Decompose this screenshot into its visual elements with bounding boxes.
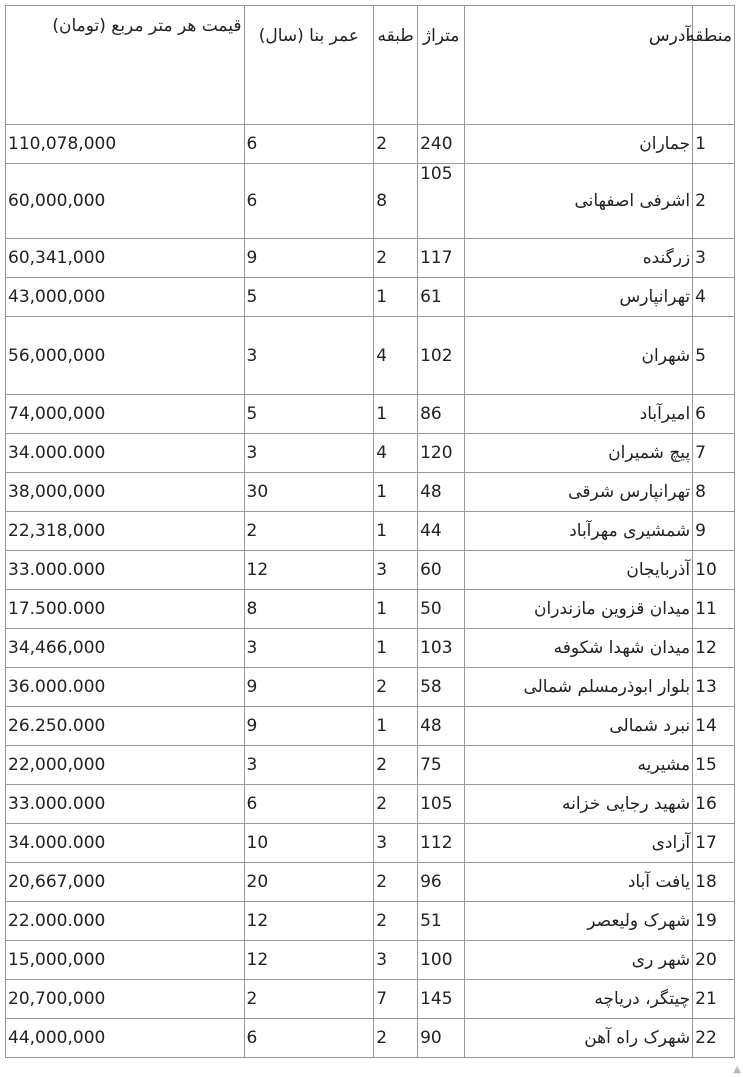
cell-address: تهرانپارس شرقی — [465, 473, 693, 512]
cell-region: 17 — [693, 824, 735, 863]
cell-region: 11 — [693, 590, 735, 629]
cell-age: 3 — [244, 317, 374, 395]
cell-price: 33.000.000 — [6, 785, 245, 824]
header-price: قیمت هر متر مربع (تومان) — [6, 6, 245, 125]
cell-floor: 3 — [374, 941, 418, 980]
cell-floor: 2 — [374, 902, 418, 941]
cell-area: 75 — [418, 746, 465, 785]
cell-price: 110,078,000 — [6, 125, 245, 164]
cell-area: 90 — [418, 1019, 465, 1058]
cell-area: 50 — [418, 590, 465, 629]
cell-age: 6 — [244, 785, 374, 824]
cell-age: 5 — [244, 278, 374, 317]
cell-address: شهر ری — [465, 941, 693, 980]
cell-age: 3 — [244, 629, 374, 668]
cell-address: آذربایجان — [465, 551, 693, 590]
cell-area: 58 — [418, 668, 465, 707]
cell-address: تهرانپارس — [465, 278, 693, 317]
table-row — [6, 629, 735, 668]
header-area: متراژ — [418, 6, 465, 125]
cell-area: 117 — [418, 239, 465, 278]
cell-age: 20 — [244, 863, 374, 902]
cell-region: 4 — [693, 278, 735, 317]
table-row — [6, 980, 735, 1019]
cell-floor: 7 — [374, 980, 418, 1019]
table-row — [6, 707, 735, 746]
cell-price: 60,341,000 — [6, 239, 245, 278]
cell-region: 6 — [693, 395, 735, 434]
cell-price: 26.250.000 — [6, 707, 245, 746]
cell-floor: 2 — [374, 1019, 418, 1058]
cell-age: 6 — [244, 1019, 374, 1058]
cell-floor: 2 — [374, 668, 418, 707]
cell-address: آزادی — [465, 824, 693, 863]
cell-price: 34.000.000 — [6, 824, 245, 863]
cell-floor: 2 — [374, 239, 418, 278]
cell-age: 5 — [244, 395, 374, 434]
cell-area: 48 — [418, 707, 465, 746]
cell-age: 12 — [244, 902, 374, 941]
cell-age: 6 — [244, 164, 374, 239]
cell-area: 86 — [418, 395, 465, 434]
header-region: منطقه — [693, 6, 735, 125]
header-row — [6, 6, 735, 125]
cell-region: 20 — [693, 941, 735, 980]
cell-age: 3 — [244, 746, 374, 785]
cell-address: شهرک راه آهن — [465, 1019, 693, 1058]
cell-price: 34.000.000 — [6, 434, 245, 473]
header-floor: طبقه — [374, 6, 418, 125]
cell-age: 3 — [244, 434, 374, 473]
cell-address: پیچ شمیران — [465, 434, 693, 473]
table-row — [6, 434, 735, 473]
cell-area: 105 — [418, 164, 465, 239]
table-row — [6, 941, 735, 980]
cell-floor: 2 — [374, 785, 418, 824]
table-row — [6, 125, 735, 164]
table-row — [6, 785, 735, 824]
cell-address: میدان شهدا شکوفه — [465, 629, 693, 668]
cell-region: 15 — [693, 746, 735, 785]
cell-floor: 1 — [374, 590, 418, 629]
cell-floor: 4 — [374, 434, 418, 473]
cell-address: نبرد شمالی — [465, 707, 693, 746]
cell-age: 8 — [244, 590, 374, 629]
header-age: عمر بنا (سال) — [244, 6, 374, 125]
cell-region: 8 — [693, 473, 735, 512]
cell-age: 10 — [244, 824, 374, 863]
cell-age: 2 — [244, 512, 374, 551]
table-row — [6, 746, 735, 785]
table-row — [6, 164, 735, 239]
cell-price: 74,000,000 — [6, 395, 245, 434]
cell-address: میدان قزوین مازندران — [465, 590, 693, 629]
cell-floor: 1 — [374, 629, 418, 668]
cell-address: چیتگر، دریاچه — [465, 980, 693, 1019]
cell-floor: 1 — [374, 278, 418, 317]
cell-price: 33.000.000 — [6, 551, 245, 590]
cell-floor: 2 — [374, 863, 418, 902]
cell-region: 7 — [693, 434, 735, 473]
cell-address: یافت آباد — [465, 863, 693, 902]
cell-floor: 2 — [374, 746, 418, 785]
cell-region: 12 — [693, 629, 735, 668]
cell-area: 44 — [418, 512, 465, 551]
cell-floor: 1 — [374, 395, 418, 434]
cell-price: 44,000,000 — [6, 1019, 245, 1058]
scroll-arrow-icon: ▲ — [733, 1064, 741, 1075]
cell-age: 12 — [244, 551, 374, 590]
table-row — [6, 551, 735, 590]
table-body — [6, 125, 735, 1058]
cell-floor: 1 — [374, 707, 418, 746]
table-row — [6, 395, 735, 434]
cell-age: 9 — [244, 707, 374, 746]
cell-address: شمشیری مهرآباد — [465, 512, 693, 551]
cell-address: بلوار ابوذرمسلم شمالی — [465, 668, 693, 707]
cell-price: 34,466,000 — [6, 629, 245, 668]
table-row — [6, 512, 735, 551]
table-row — [6, 473, 735, 512]
cell-area: 61 — [418, 278, 465, 317]
cell-price: 17.500.000 — [6, 590, 245, 629]
cell-price: 60,000,000 — [6, 164, 245, 239]
cell-price: 20,667,000 — [6, 863, 245, 902]
cell-area: 48 — [418, 473, 465, 512]
cell-address: شهرک ولیعصر — [465, 902, 693, 941]
table-row — [6, 902, 735, 941]
cell-address: امیرآباد — [465, 395, 693, 434]
cell-floor: 3 — [374, 551, 418, 590]
cell-price: 22,000,000 — [6, 746, 245, 785]
cell-floor: 3 — [374, 824, 418, 863]
cell-address: شهران — [465, 317, 693, 395]
cell-price: 38,000,000 — [6, 473, 245, 512]
cell-region: 18 — [693, 863, 735, 902]
cell-floor: 1 — [374, 512, 418, 551]
header-address: آدرس — [465, 6, 693, 125]
cell-floor: 1 — [374, 473, 418, 512]
table-row — [6, 863, 735, 902]
cell-price: 20,700,000 — [6, 980, 245, 1019]
cell-region: 16 — [693, 785, 735, 824]
cell-region: 2 — [693, 164, 735, 239]
cell-price: 22.000.000 — [6, 902, 245, 941]
cell-region: 21 — [693, 980, 735, 1019]
cell-address: جماران — [465, 125, 693, 164]
cell-area: 120 — [418, 434, 465, 473]
cell-area: 102 — [418, 317, 465, 395]
cell-address: مشیریه — [465, 746, 693, 785]
cell-age: 6 — [244, 125, 374, 164]
cell-area: 145 — [418, 980, 465, 1019]
price-table — [5, 5, 735, 1058]
cell-price: 15,000,000 — [6, 941, 245, 980]
cell-age: 2 — [244, 980, 374, 1019]
cell-floor: 8 — [374, 164, 418, 239]
cell-area: 103 — [418, 629, 465, 668]
cell-region: 13 — [693, 668, 735, 707]
cell-price: 22,318,000 — [6, 512, 245, 551]
cell-area: 51 — [418, 902, 465, 941]
cell-floor: 4 — [374, 317, 418, 395]
table-row — [6, 590, 735, 629]
cell-area: 105 — [418, 785, 465, 824]
cell-region: 5 — [693, 317, 735, 395]
cell-floor: 2 — [374, 125, 418, 164]
cell-age: 9 — [244, 239, 374, 278]
table-row — [6, 824, 735, 863]
cell-price: 43,000,000 — [6, 278, 245, 317]
price-table-container — [5, 5, 735, 1058]
cell-region: 9 — [693, 512, 735, 551]
cell-address: شهید رجایی خزانه — [465, 785, 693, 824]
cell-address: اشرفی اصفهانی — [465, 164, 693, 239]
cell-area: 100 — [418, 941, 465, 980]
cell-price: 56,000,000 — [6, 317, 245, 395]
cell-area: 240 — [418, 125, 465, 164]
cell-area: 60 — [418, 551, 465, 590]
cell-region: 10 — [693, 551, 735, 590]
cell-region: 22 — [693, 1019, 735, 1058]
cell-age: 9 — [244, 668, 374, 707]
table-row — [6, 239, 735, 278]
table-row — [6, 317, 735, 395]
cell-region: 19 — [693, 902, 735, 941]
cell-age: 30 — [244, 473, 374, 512]
cell-region: 1 — [693, 125, 735, 164]
table-row — [6, 278, 735, 317]
cell-area: 96 — [418, 863, 465, 902]
cell-area: 112 — [418, 824, 465, 863]
table-row — [6, 1019, 735, 1058]
cell-price: 36.000.000 — [6, 668, 245, 707]
cell-region: 14 — [693, 707, 735, 746]
cell-address: زرگنده — [465, 239, 693, 278]
cell-age: 12 — [244, 941, 374, 980]
table-row — [6, 668, 735, 707]
cell-region: 3 — [693, 239, 735, 278]
